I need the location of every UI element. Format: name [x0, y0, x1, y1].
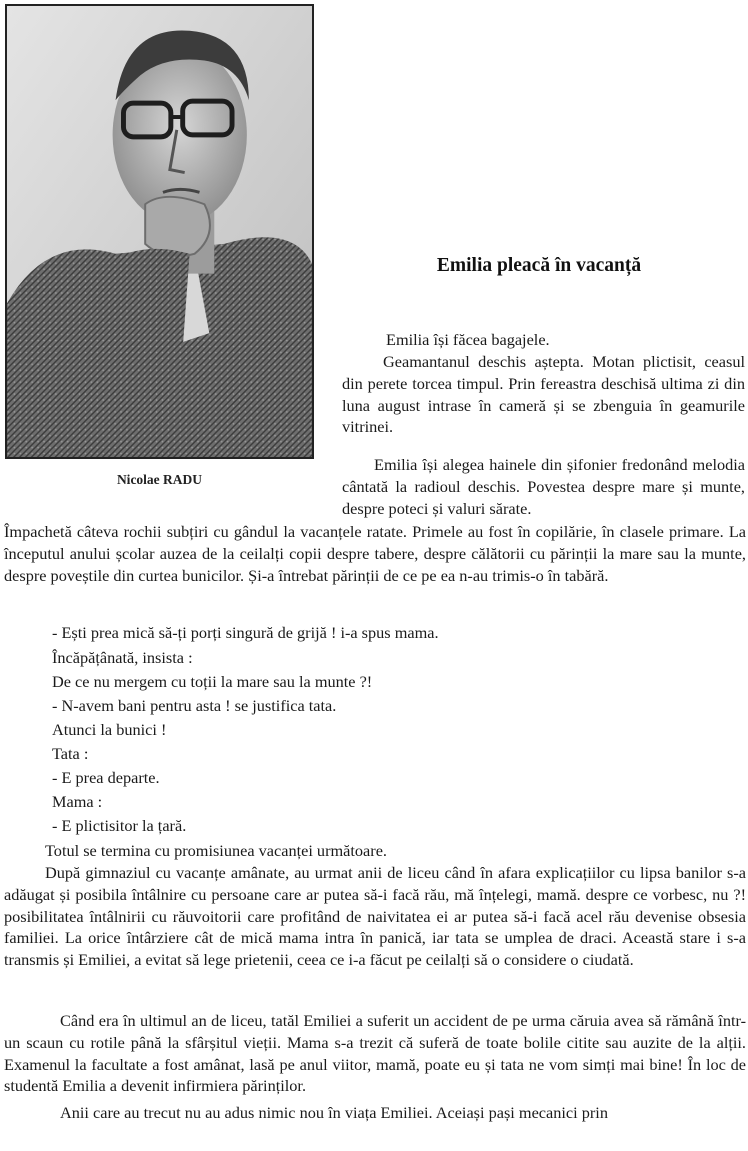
dialogue-line: Tata : [52, 744, 89, 763]
paragraph-years: Anii care au trecut nu au adus nimic nou în viața Emiliei. Aceiași pași mecanici prin [60, 1103, 608, 1122]
dialogue-line: - Ești prea mică să-ți porți singură de grijă ! i-a spus mama. [52, 623, 439, 642]
paragraph-accident: Când era în ultimul an de liceu, tatăl Emiliei a suferit un accident de pe urma căruia avea să rămână într-un scaun cu rotile până la sfârșitul vieții. Mama s-a trezit că suferă de toate bolile citite sau auzite de la alții. Examenul la facultate a fost amânat, lasă pe anul viitor, mamă, poate eu și tata ne vom simți mai bine! În loc de studentă Emilia a devenit infirmiera părinților. [4, 1011, 746, 1096]
author-photo [5, 4, 314, 459]
story-title: Emilia pleacă în vacanță [436, 255, 642, 276]
dialogue-line: - N-avem bani pentru asta ! se justifica tata. [52, 696, 337, 715]
dialogue-line: Atunci la bunici ! [52, 720, 167, 739]
intro-paragraph-3: Emilia își alegea hainele din șifonier fredonând melodia cântată la radioul deschis. Povestea despre mare și munte, despre poteci și valuri sărate. [342, 455, 745, 518]
dialogue-line: - E plictisitor la țară. [52, 816, 187, 835]
dialogue-line: Încăpățânată, insista : [52, 648, 193, 667]
intro-line-1: Emilia își făcea bagajele. [386, 330, 550, 349]
portrait-image [7, 6, 312, 457]
dialogue-line: - E prea departe. [52, 768, 160, 787]
photo-caption: Nicolae RADU [116, 472, 203, 487]
paragraph-childhood: Împachetă câteva rochii subțiri cu gândul la vacanțele ratate. Primele au fost în copilărie, în clasele primare. La începutul anului școlar auzea de la ceilalți copii despre tabere, despre călătorii cu părinții la mare sau la munte, despre poveștile din curtea bunicilor. Și-a întrebat părinții de ce pe ea n-au trimis-o în tabără. [4, 522, 746, 585]
dialogue-line: De ce nu mergem cu toții la mare sau la munte ?! [52, 672, 373, 691]
intro-paragraph-2: Geamantanul deschis aștepta. Motan plictisit, ceasul din perete torcea timpul. Prin fereastra deschisă ultima zi din luna august intrase în cameră și se zbenguia în geamurile vitrinei. [342, 352, 745, 437]
dialogue-line: Mama : [52, 792, 103, 811]
closing-line: Totul se termina cu promisiunea vacanței următoare. [45, 841, 387, 860]
paragraph-highschool: După gimnaziul cu vacanțe amânate, au urmat anii de liceu când în afara explicațiilor cu lipsa banilor s-a adăugat și posibila întâlnire cu persoane care ar putea să-i facă rău, mă înțelegi, mamă. despre ce vorbesc, nu ?! posibilitatea întâlnirii cu răuvoitorii care profitând de naivitatea ei ar putea să-i facă acel rău devenise obsesia familiei. La orice întârziere cât de mică mama intra în panică, iar tata se umplea de draci. Această stare i s-a transmis și Emiliei, a evitat să lege prietenii, ceea ce i-a făcut pe ceilalți să o considere o ciudată. [4, 863, 746, 970]
